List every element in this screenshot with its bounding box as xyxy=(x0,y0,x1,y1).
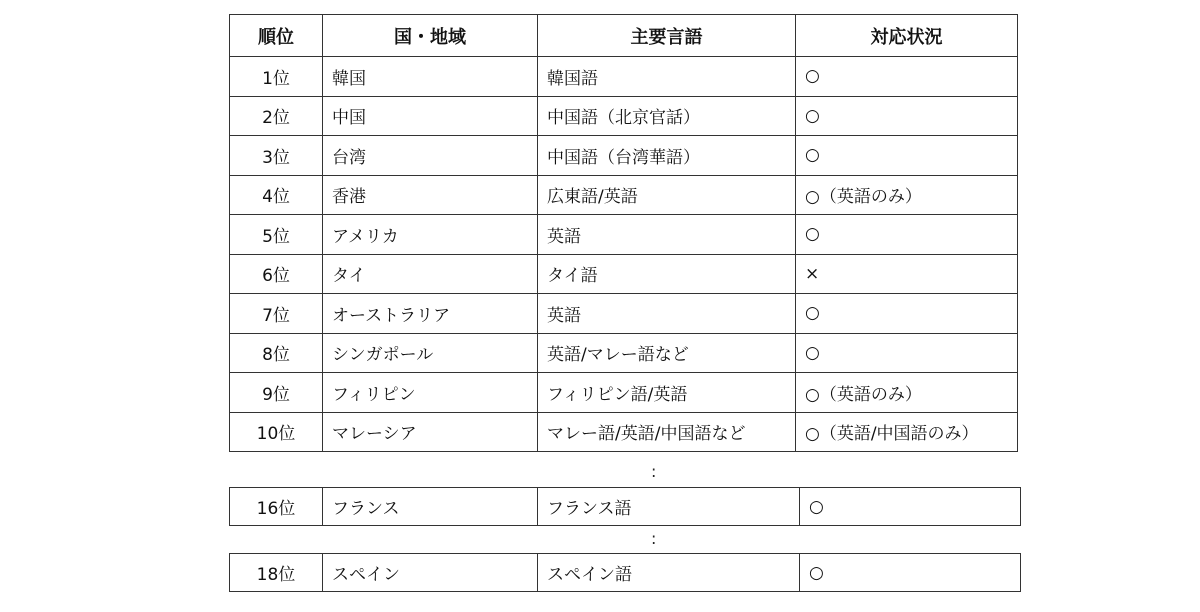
rank-cell: 1位 xyxy=(230,57,323,97)
rank-cell: 8位 xyxy=(230,333,323,373)
country-cell: 香港 xyxy=(323,175,538,215)
status-cell: ○ xyxy=(796,57,1018,97)
rank-cell: 2位 xyxy=(230,96,323,136)
ranking-table-continued xyxy=(229,553,1021,592)
table-row xyxy=(230,294,1018,334)
table-row xyxy=(230,412,1018,452)
rank-cell: 10位 xyxy=(230,412,323,452)
rank-cell: 3位 xyxy=(230,136,323,176)
country-cell: タイ xyxy=(323,254,538,294)
table-row xyxy=(230,215,1018,255)
table-row xyxy=(230,333,1018,373)
header-status: 対応状況 xyxy=(796,15,1018,57)
rank-cell: 18位 xyxy=(230,554,323,592)
country-cell: 台湾 xyxy=(323,136,538,176)
language-cell: 中国語（北京官話） xyxy=(538,96,796,136)
rank-cell: 7位 xyxy=(230,294,323,334)
country-cell: マレーシア xyxy=(323,412,538,452)
language-cell: フィリピン語/英語 xyxy=(538,373,796,413)
country-cell: アメリカ xyxy=(323,215,538,255)
ranking-table-continued xyxy=(229,487,1021,526)
header-language: 主要言語 xyxy=(538,15,796,57)
language-cell: 韓国語 xyxy=(538,57,796,97)
status-cell: × xyxy=(796,254,1018,294)
ellipsis-separator: : xyxy=(651,462,657,481)
status-cell: ○（英語のみ） xyxy=(796,175,1018,215)
country-cell: フィリピン xyxy=(323,373,538,413)
rank-cell: 5位 xyxy=(230,215,323,255)
ranking-table xyxy=(229,14,1018,452)
language-cell: 英語 xyxy=(538,215,796,255)
rank-cell: 16位 xyxy=(230,488,323,526)
country-cell: フランス xyxy=(323,488,538,526)
language-cell: 英語 xyxy=(538,294,796,334)
language-cell: スペイン語 xyxy=(538,554,800,592)
table-row xyxy=(230,488,1021,526)
status-cell: ○ xyxy=(796,136,1018,176)
rank-cell: 4位 xyxy=(230,175,323,215)
status-cell: ○ xyxy=(800,554,1021,592)
country-cell: オーストラリア xyxy=(323,294,538,334)
header-country: 国・地域 xyxy=(323,15,538,57)
table-row xyxy=(230,373,1018,413)
header-rank: 順位 xyxy=(230,15,323,57)
table-row xyxy=(230,57,1018,97)
ellipsis-separator: : xyxy=(651,529,657,548)
status-cell: ○（英語のみ） xyxy=(796,373,1018,413)
table-row xyxy=(230,254,1018,294)
language-cell: 中国語（台湾華語） xyxy=(538,136,796,176)
status-cell: ○ xyxy=(800,488,1021,526)
rank-cell: 6位 xyxy=(230,254,323,294)
status-cell: ○ xyxy=(796,294,1018,334)
language-cell: タイ語 xyxy=(538,254,796,294)
rank-cell: 9位 xyxy=(230,373,323,413)
country-cell: 韓国 xyxy=(323,57,538,97)
table-row xyxy=(230,136,1018,176)
country-cell: 中国 xyxy=(323,96,538,136)
language-cell: マレー語/英語/中国語など xyxy=(538,412,796,452)
language-cell: フランス語 xyxy=(538,488,800,526)
status-cell: ○ xyxy=(796,96,1018,136)
country-cell: シンガポール xyxy=(323,333,538,373)
language-cell: 広東語/英語 xyxy=(538,175,796,215)
table-row xyxy=(230,96,1018,136)
country-cell: スペイン xyxy=(323,554,538,592)
table-row xyxy=(230,554,1021,592)
table-row xyxy=(230,175,1018,215)
status-cell: ○ xyxy=(796,215,1018,255)
table-header-row xyxy=(230,15,1018,57)
status-cell: ○（英語/中国語のみ） xyxy=(796,412,1018,452)
status-cell: ○ xyxy=(796,333,1018,373)
language-cell: 英語/マレー語など xyxy=(538,333,796,373)
